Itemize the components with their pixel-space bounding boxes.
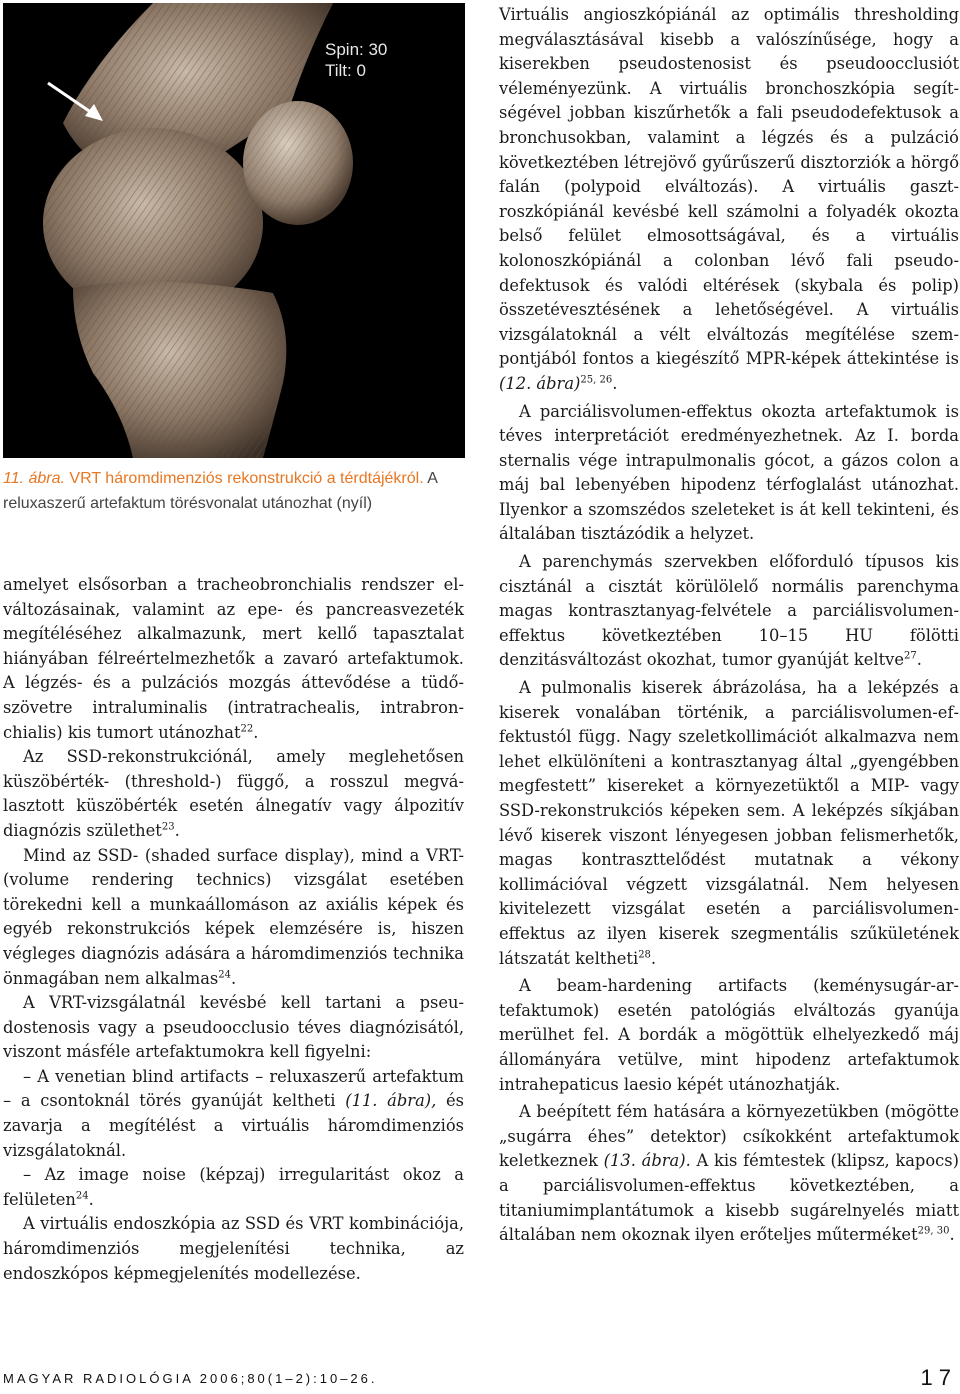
caption-title: VRT háromdimenziós rekonstrukció a térdtájékról. (69, 470, 424, 487)
paragraph: A beépített fém hatására a környezetükben (mögötte „sugárra éhes” detektor) csíkokként artefaktumok keletkeznek (13. ábra). A kis fémtestek (klipsz, kapocs) a parciálisvolumen-effektus következtében, a titaniumimplantátumok a kisebb sugárelnyelés miatt általában nem okoznak ilyen erőteljes műterméket$^{29, 30}$. (499, 1102, 959, 1245)
caption-number: 11. ábra. (3, 470, 65, 487)
paragraph: – A venetian blind artifacts – reluxaszerű artefaktum – a csontoknál törés gyanúját keltheti (11. ábra), és zavarja a megítélést a virtuális háromdimenziós vizsgálatoknál. (3, 1066, 465, 1160)
paragraph: A beam-hardening artifacts (keménysugár-artefaktumok) esetén patológiás elváltozás gyanúja merülhet fel. A bordák a mögöttük elhelyezkedő máj állományára vetülve, mint hipodenz artefaktumok intrahepaticus laesio képét utánozhatják. (499, 976, 959, 1094)
paragraph: A parciálisvolumen-effektus okozta artefaktumok is téves interpretációt eredményezhetnek. Az I. borda sternalis vége intrapulmonalis gócot, a gázos colon a máj bal lebenyében hipodenz térfoglalást utánozhat. Ilyenkor a szomszédos szeleteket is át kell tekinteni, és általában tisztázódik a helyzet. (499, 401, 959, 544)
paragraph: Virtuális angioszkópiánál az optimális thresholding megválasztásával kisebb a valószínűsége, hogy a kiserekben pseudostenosist és pseudoocclusiót véleményezünk. A virtuális bronchoszkópia segítségével jobban kiszűrhetők a fali pseudodefektusok a bronchusokban, valamint a légzés és a pulzáció következtében létrejövő gyűrűszerű disztorziók a hörgő falán (polypoid elváltozás). A virtuális gasztroszkópiánál kevésbé kell számolni a folyadék okozta belső felület elmosottságával, és a virtuális kolonoszkópiánál a colonban lévő fali pseudodefektusok és valódi eltérések (skybala és polip) összetévesztésének a lehetőségével. A virtuális vizsgálatoknál a vélt elváltozás megítélése szempontjából fontos a kiegészítő MPR-képek áttekintése is (12. ábra)$^{25, 26}$. (499, 5, 959, 393)
reference: 23 (161, 821, 175, 833)
figure-reference: (11. ábra), (345, 1091, 437, 1111)
paragraph: – Az image noise (képzaj) irregularitást okoz a felületen$^{24}$. (3, 1165, 464, 1209)
page-footer (3, 1365, 957, 1389)
caption-text: A reluxaszerű artefaktum törésvonalat utánozhat (nyíl) (3, 470, 438, 512)
journal-citation: MAGYAR RADIOLÓGIA 2006;80(1–2):10–26. (3, 1371, 378, 1386)
reference: 22 (240, 723, 254, 735)
paragraph: A pulmonalis kiserek ábrázolása, ha a leképzés a kiserek vonalában történik, a parciálisvolumen-effektustól függ. Nagy szeletkollimációt alkalmazva nem lehet elkülöníteni a kontrasztanyag által „gyengébben megfestett” kisereket a környezetüktől a MIP- vagy SSD-rekonstrukciós képeken sem. A leképzés síkjában lévő kiserek viszont lényegesen jobban felismerhetők, magas kontraszttelődést mutatnak a vékony kollimációval végzett vizsgálatnál. Nem helyesen kivitelezett vizsgálat esetén a parciálisvolumen-effektus az ilyen kiserek szegmentális szűkületének látszatát keltheti$^{28}$. (499, 678, 959, 968)
reference: 28 (638, 949, 651, 961)
right-column (499, 3, 959, 1248)
paragraph: amelyet elsősorban a tracheobronchialis rendszer elváltozásainak, valamint az epe- és pancreasvezeték megítéléséhez alkalmazunk, mert kellő tapasztalat hiányában félreértelmezhetők a zavaró artefaktumok. A légzés- és a pulzációs mozgás áttevődése a tüdőszövetre intraluminalis (intratrachealis, intrabronchialis) kis tumort utánozhat$^{22}$. (3, 575, 464, 742)
paragraph: A virtuális endoszkópia az SSD és VRT kombinációja, háromdimenziós megjelenítési technika, az endoszkópos képmegjelenítés modellezése. (3, 1214, 464, 1283)
spin-readout: Spin: 30 (325, 40, 388, 59)
paragraph: A parenchymás szervekben előforduló típusos kis cisztánál a cisztát körülölelő normális parenchyma magas kontrasztanyag-felvétele a parciálisvolumen-effektus következtében 10–15 HU fölötti denzitásváltozást okozhat, tumor gyanúját keltve$^{27}$. (499, 552, 959, 670)
paragraph: Az SSD-rekonstrukciónál, amely meglehetősen küszöbérték- (threshold-) függő, a rosszul megválasztott küszöbérték esetén álnegatív vagy álpozitív diagnózis születhet$^{23}$. (3, 747, 464, 840)
figure-caption (3, 466, 469, 516)
reference: 25, 26 (580, 374, 613, 386)
figure-reference: (13. ábra). (603, 1151, 691, 1171)
figure-reference: (12. ábra) (499, 373, 581, 393)
tilt-readout: Tilt: 0 (325, 61, 366, 80)
knee-vrt-image (3, 3, 465, 458)
paragraph: Mind az SSD- (shaded surface display), mind a VRT- (volume rendering technics) vizsgálat esetében törekedni kell a munkaállomáson az axiális képek és egyéb rekonstrukciós képek elemzésére is, hiszen végleges diagnózis adására a háromdimenziós technika önmagában nem alkalmas$^{24}$. (3, 845, 464, 988)
reference: 27 (903, 651, 917, 663)
paragraph: A VRT-vizsgálatnál kevésbé kell tartani a pseudostenosis vagy a pseudoocclusio téves diagnózisától, viszont másféle artefaktumokra kell figyelni: (3, 993, 464, 1062)
reference: 24 (218, 969, 232, 981)
reference: 24 (75, 1190, 89, 1202)
page-number: 17 (920, 1365, 957, 1390)
reference: 29, 30 (917, 1225, 950, 1237)
view-parameters (325, 39, 387, 81)
left-column (3, 573, 464, 1286)
figure-vrt-knee (3, 3, 465, 458)
